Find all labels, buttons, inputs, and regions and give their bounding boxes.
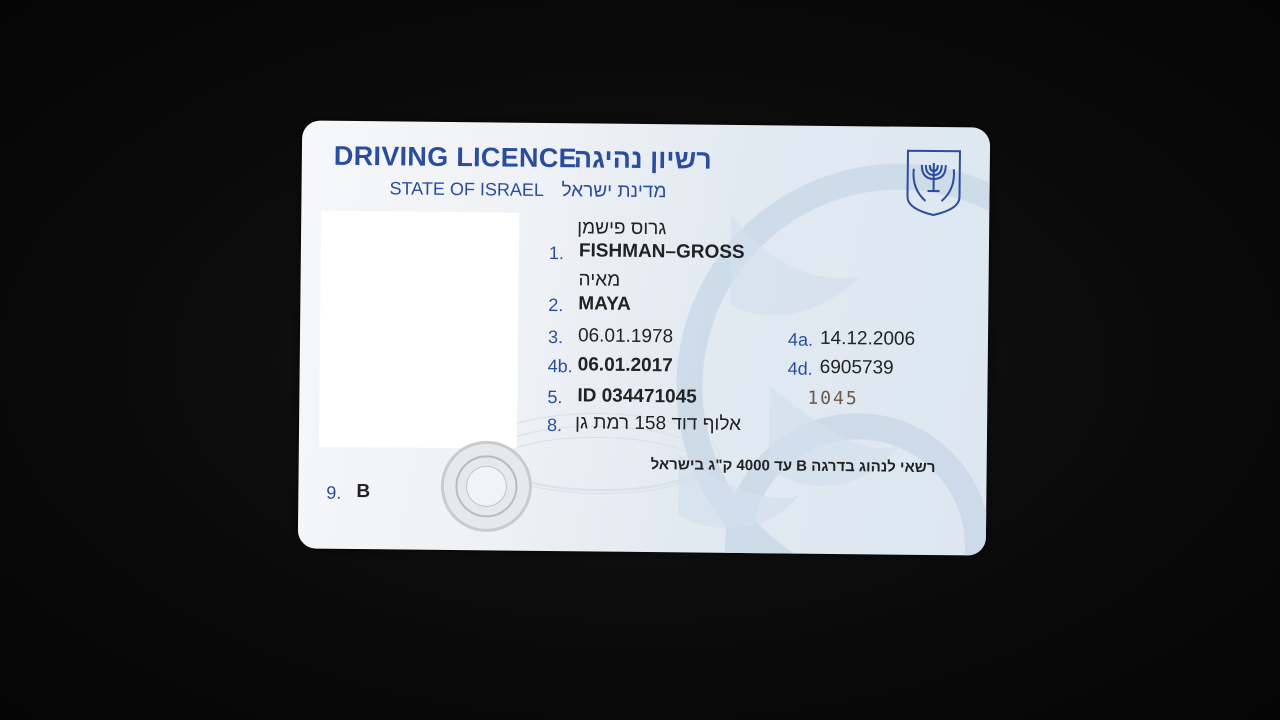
expiry-date-value: 06.01.2017 [577, 354, 673, 377]
title-hebrew: רשיון נהיגה [573, 143, 712, 175]
field-5-number: 5. [547, 386, 563, 408]
serial-number: 1045 [807, 387, 859, 410]
licence-number-value: 6905739 [819, 356, 894, 379]
subtitle-hebrew: מדינת ישראל [561, 180, 667, 203]
issue-date-value: 14.12.2006 [819, 327, 916, 350]
driving-licence-card [298, 120, 990, 555]
given-name-hebrew: מאיה [578, 269, 621, 291]
field-1-number: 1. [548, 242, 565, 264]
endorsement-text: רשאי לנהוג בדרגה B עד 4000 ק"ג בישראל [650, 456, 936, 477]
field-2-number: 2. [548, 294, 564, 316]
birth-date-value: 06.01.1978 [577, 325, 674, 348]
surname-value: FISHMAN–GROSS [578, 240, 745, 264]
field-4a-number: 4a. [787, 329, 814, 350]
field-4b-number: 4b. [547, 355, 573, 377]
field-8-number: 8. [546, 414, 563, 436]
title-english: DRIVING LICENCE [333, 140, 578, 174]
field-3-number: 3. [547, 326, 564, 348]
field-4d-number: 4d. [787, 358, 813, 379]
subtitle-english: STATE OF ISRAEL [389, 178, 545, 200]
address-value: אלוף דוד 158 רמת גן [574, 412, 742, 436]
field-9-number: 9. [326, 482, 342, 503]
given-name-value: MAYA [578, 293, 631, 315]
licence-category-value: B [356, 480, 371, 503]
surname-hebrew: גרוס פישמן [577, 217, 667, 240]
hologram-seal-icon [428, 440, 547, 533]
photo-redacted [319, 211, 519, 449]
id-number-value: ID 034471045 [577, 385, 697, 408]
menorah-emblem-icon [905, 149, 962, 218]
